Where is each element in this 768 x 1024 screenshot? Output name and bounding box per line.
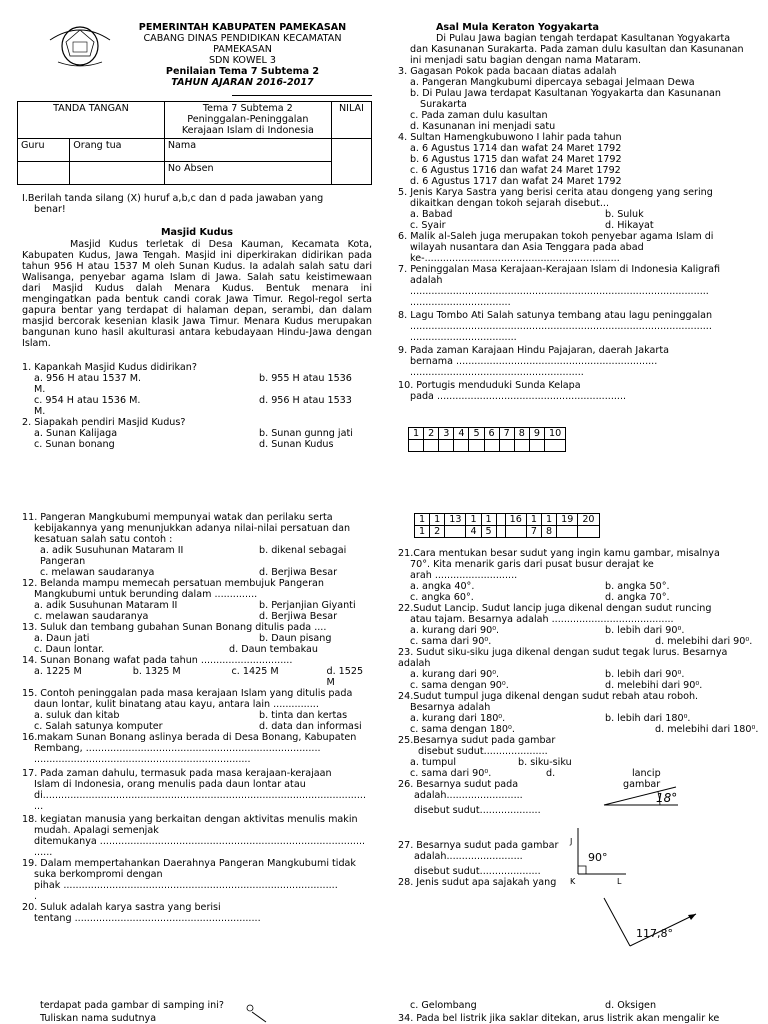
q13-c: c. Daun lontar. (34, 644, 105, 655)
q12-c: c. melawan saudaranya (34, 611, 149, 622)
q3-c: c. Pada zaman dulu kasultan (410, 110, 548, 121)
ans2-cell (445, 526, 466, 538)
question-15 (22, 688, 372, 732)
ans1-cell: 2 (424, 428, 439, 440)
ans1-blank[interactable] (454, 440, 469, 452)
q2-b: b. Sunan gunng jati (259, 428, 353, 439)
question-13 (22, 622, 372, 655)
ans2-cell: 8 (541, 526, 556, 538)
header-underline (232, 95, 372, 96)
q21-text: 21.Cara mentukan besar sudut yang ingin kamu gambar, misalnya (398, 548, 720, 559)
q9-dots: ......................................................... (410, 367, 584, 378)
q2-c: c. Sunan bonang (34, 439, 115, 450)
ans2-cell: 2 (430, 526, 445, 538)
q5-text: 5. Jenis Karya Sastra yang berisi cerita atau dongeng yang sering (398, 187, 713, 198)
q19-text3: pihak .......................................................................................... (34, 880, 338, 891)
reading2-body: Di Pulau Jawa bagian tengah terdapat Kasultanan Yogyakarta dan Kasunanan Surakarta. Pada zaman dulu kasultan dan Kasunanan ini menjadi satu bagian dengan nama Mataram. (410, 33, 744, 66)
ans2-cell: 4 (466, 526, 481, 538)
q20-text2: tentang ............................................................. (34, 913, 261, 924)
q16-text: 16.makam Sunan Bonang aslinya berada di Desa Bonang, Kabupaten (22, 732, 357, 743)
ans2-cell: 1 (430, 514, 445, 526)
q2-d: d. Sunan Kudus (259, 439, 334, 450)
q1-m1: M. (34, 384, 46, 395)
q1-m2: M. (34, 406, 46, 417)
q14-c: c. 1425 M (231, 666, 279, 677)
q1-text: 1. Kapankah Masjid Kudus didirikan? (22, 362, 197, 373)
q24-c: c. sama dengan 180⁰. (410, 724, 515, 735)
question-14 (22, 655, 372, 688)
ans1-cell: 10 (544, 428, 565, 440)
q17-text2: Islam di Indonesia, orang menulis pada daun lontar atau (34, 779, 306, 790)
instruction: I.Berilah tanda silang (X) huruf a,b,c dan d pada jawaban yang (22, 193, 324, 204)
question-3 (398, 66, 750, 132)
q11-c: c. melawan saudaranya (40, 567, 155, 578)
q25-d2: lancip (632, 768, 661, 779)
ans2-cell (496, 526, 505, 538)
q22-a: a. kurang dari 90⁰. (410, 625, 500, 636)
q11-text2: kebijakannya yang menunjukkan adanya nilai-nilai persatuan dan (34, 523, 351, 534)
q23-text: 23. Sudut siku-siku juga dikenal dengan sudut tegak lurus. Besarnya (398, 647, 728, 658)
ans1-cell: 4 (454, 428, 469, 440)
q14-d: d. 1525 M (326, 666, 364, 688)
q19-text2: suka berkompromi dengan (34, 869, 163, 880)
q14-text: 14. Sunan Bonang wafat pada tahun .............................. (22, 655, 293, 666)
q11-b: b. dikenal sebagai (259, 545, 347, 556)
ans2-cell: 13 (445, 514, 466, 526)
ans1-blank[interactable] (409, 440, 424, 452)
q15-b: b. tinta dan kertas (259, 710, 348, 721)
tema-line1: Tema 7 Subtema 2 (202, 103, 293, 114)
question-11 (22, 512, 372, 578)
q5-text2: dikaitkan dengan tokoh sejarah disebut... (410, 198, 609, 209)
q24-b: b. lebih dari 180⁰. (605, 713, 691, 724)
q15-text: 15. Contoh peninggalan pada masa kerajaan Islam yang ditulis pada (22, 688, 353, 699)
ans2-cell: 1 (466, 514, 481, 526)
q22-c: c. sama dari 90⁰. (410, 636, 492, 647)
q22-text2: atau tajam. Besarnya adalah ........................................ (410, 614, 674, 625)
answer-table-1 (408, 427, 566, 452)
question-23 (398, 647, 760, 691)
tema-line2: Peninggalan-Peninggalan (187, 114, 309, 125)
ans2-cell: 5 (481, 526, 496, 538)
angle-figure-small (246, 1004, 276, 1024)
ans1-blank[interactable] (424, 440, 439, 452)
q25-d: d. (546, 768, 556, 779)
nama-cell: Nama (164, 139, 331, 162)
point-k-label: K (570, 877, 576, 886)
q4-a: a. 6 Agustus 1714 dan wafat 24 Maret 1792 (410, 143, 622, 154)
angle-117-label: 117,8° (636, 927, 673, 940)
q17-text: 17. Pada zaman dahulu, termasuk pada masa kerajaan-kerajaan (22, 768, 332, 779)
q2-a: a. Sunan Kalijaga (34, 428, 118, 439)
ans2-cell: 1 (541, 514, 556, 526)
q6-text3: ke-................................................................ (410, 253, 620, 264)
ans2-cell: 7 (526, 526, 541, 538)
q9-text: 9. Pada zaman Karajaan Hindu Pajajaran, daerah Jakarta (398, 345, 669, 356)
q8-text: 8. Lagu Tombo Ati Salah satunya tembang atau lagu peninggalan (398, 310, 713, 321)
q12-a: a. adik Susuhunan Mataram II (34, 600, 178, 611)
footer-right-2: d. Oksigen (605, 1000, 657, 1011)
q21-b: b. angka 50°. (605, 581, 670, 592)
ans2-cell: 19 (557, 514, 578, 526)
q3-text: 3. Gagasan Pokok pada bacaan diatas adalah (398, 66, 617, 77)
guru-cell: Guru (18, 139, 70, 162)
q15-d: d. data dan informasi (259, 721, 362, 732)
header-line5: Penilaian Tema 7 Subtema 2 (165, 66, 320, 77)
q12-d: d. Berjiwa Besar (259, 611, 338, 622)
q26-text: 26. Besarnya sudut pada (398, 779, 519, 790)
ans1-blank[interactable] (439, 440, 454, 452)
question-16 (22, 732, 372, 765)
ans1-blank[interactable] (469, 440, 484, 452)
q3-b: b. Di Pulau Jawa terdapat Kasultanan Yogyakarta dan Kasunanan (410, 88, 721, 99)
tanda-tangan-cell: TANDA TANGAN (18, 102, 165, 139)
absen-cell: No Absen (164, 162, 331, 185)
guru-sign (18, 162, 70, 185)
footer-left-1: terdapat pada gambar di samping ini? (40, 1000, 224, 1011)
answer-table-1-blank (409, 440, 566, 452)
q21-text3: arah ........................... (410, 570, 518, 581)
q4-text: 4. Sultan Hamengkubuwono I lahir pada tahun (398, 132, 622, 143)
ans1-cell: 1 (409, 428, 424, 440)
q14-b: b. 1325 M (132, 666, 181, 677)
q15-text2: daun lontar, kulit binatang atau kayu, antara lain ............... (34, 699, 319, 710)
q5-c: c. Syair (410, 220, 446, 231)
q9-text2: bernama .................................................................. (410, 356, 658, 367)
question-26 (398, 779, 760, 816)
q13-a: a. Daun jati (34, 633, 90, 644)
ans2-cell: 16 (505, 514, 526, 526)
q21-c: c. angka 60°. (410, 592, 474, 603)
q25-a: a. tumpul (410, 757, 457, 768)
q25-c: c. sama dari 90⁰. (410, 768, 492, 779)
tema-cell (164, 102, 331, 139)
point-j-label: J (570, 837, 573, 846)
q28-text: 28. Jenis sudut apa sajakah yang (398, 877, 557, 888)
q13-text: 13. Suluk dan tembang gubahan Sunan Bonang ditulis pada .... (22, 622, 327, 633)
q1-c: c. 954 H atau 1536 M. (34, 395, 141, 406)
q24-text2: Besarnya adalah (410, 702, 491, 713)
question-22 (398, 603, 760, 647)
ans2-cell: 20 (578, 514, 599, 526)
q5-a: a. Babad (410, 209, 453, 220)
q3-b2: Surakarta (420, 99, 467, 110)
ortu-cell: Orang tua (70, 139, 165, 162)
answer-table-2 (414, 513, 600, 538)
q11-a: a. adik Susuhunan Mataram II (40, 545, 184, 556)
question-20 (22, 902, 372, 924)
ans2-cell (578, 526, 599, 538)
q11-text3: kesatuan salah satu contoh : (34, 534, 173, 545)
ans1-cell: 9 (529, 428, 544, 440)
info-table (17, 101, 372, 185)
question-17 (22, 768, 372, 812)
question-10 (398, 380, 750, 402)
left-column-bottom (22, 512, 372, 924)
q6-text2: wilayah nusantara dan Asia Tenggara pada abad (410, 242, 644, 253)
right-column-top (398, 22, 750, 402)
ortu-sign (70, 162, 165, 185)
header-line6: TAHUN AJARAN 2016-2017 (171, 77, 314, 88)
q1-d: d. 956 H atau 1533 (259, 395, 352, 406)
footer-right-1: c. Gelombang (410, 1000, 477, 1011)
reading1-body: Masjid Kudus terletak di Desa Kauman, Kecamata Kota, Kabupaten Kudus, Jawa Tengah. Masjid ini diperkirakan didirikan pada tahun 956 H atau 1537 M oleh Sunan Kudus. Ia adalah salah satu dari Walisanga, penyebar agama Islam di Jawa. Salah satu keistimewaan dari Masjid Kudus dalah Menara Kudus. Bentuk menara ini mengingatkan pada bentuk candi corak Jawa Timur. Regol-regol serta gapura bentar yang terdapat di halaman depan, serambi, dan dalam masjid bercorak kesenian klasik Jawa Timur. Menara Kudus merupakan bangunan kuno hasil akulturasi antara kebudayaan Hindu-Jawa dengan Islam. (22, 239, 372, 349)
q25-text2: disebut sudut..................... (418, 746, 548, 757)
ans1-cell: 5 (469, 428, 484, 440)
q12-text2: Mangkubumi untuk berunding dalam .............. (34, 589, 258, 600)
q22-b: b. lebih dari 90⁰. (605, 625, 685, 636)
reading1-title: Masjid Kudus (160, 227, 234, 238)
ans1-blank[interactable] (514, 440, 529, 452)
q5-b: b. Suluk (605, 209, 644, 220)
school-logo (44, 22, 116, 68)
question-5 (398, 187, 750, 231)
nilai-box (331, 139, 371, 185)
letterhead (130, 22, 355, 88)
ans2-cell: 1 (415, 526, 430, 538)
q2-text: 2. Siapakah pendiri Masjid Kudus? (22, 417, 186, 428)
question-21 (398, 548, 760, 603)
angle-117-figure (598, 896, 698, 950)
q24-text: 24.Sudut tumpul juga dikenal dengan sudut rebah atau roboh. (398, 691, 699, 702)
ans1-cell: 7 (499, 428, 514, 440)
q21-a: a. angka 40°. (410, 581, 475, 592)
q26-text3: adalah......................... (414, 790, 523, 801)
ans2-cell: 1 (481, 514, 496, 526)
header-line4: SDN KOWEL 3 (208, 55, 277, 66)
ans1-cell: 3 (439, 428, 454, 440)
ans1-blank[interactable] (484, 440, 499, 452)
q23-c: c. sama dengan 90⁰. (410, 680, 509, 691)
ans1-cell: 8 (514, 428, 529, 440)
q18-dots: ...... (34, 847, 53, 858)
q11-text: 11. Pangeran Mangkubumi mempunyai watak dan perilaku serta (22, 512, 333, 523)
q12-text: 12. Belanda mampu memecah persatuan membujuk Pangeran (22, 578, 324, 589)
q1-b: b. 955 H atau 1536 (259, 373, 352, 384)
question-12 (22, 578, 372, 622)
q27-text: 27. Besarnya sudut pada gambar (398, 840, 559, 851)
header-line1: PEMERINTAH KABUPATEN PAMEKASAN (138, 22, 347, 33)
q12-b: b. Perjanjian Giyanti (259, 600, 356, 611)
q27-text2: adalah......................... (414, 851, 523, 862)
q7-dots: .................................................................................................. (410, 286, 709, 297)
q7-text: 7. Peninggalan Masa Kerajaan-Kerajaan Islam di Indonesia Kaligrafi (398, 264, 721, 275)
q21-text2: 70°. Kita menarik garis dari pusat busur derajat ke (410, 559, 654, 570)
question-8 (398, 310, 750, 343)
reading2-title: Asal Mula Keraton Yogyakarta (436, 22, 599, 33)
footer-right-3: 34. Pada bel listrik jika saklar ditekan, arus listrik akan mengalir ke (398, 1013, 720, 1024)
q23-d: d. melebihi dari 90⁰. (605, 680, 703, 691)
q17-text3: di.......................................................................................................... (34, 790, 367, 801)
q10-text2: pada .............................................................. (410, 391, 627, 402)
q3-d: d. Kasunanan ini menjadi satu (410, 121, 556, 132)
q13-d: d. Daun tembakau (229, 644, 318, 655)
answer-table-1-header (409, 428, 566, 440)
question-4 (398, 132, 750, 187)
question-9 (398, 345, 750, 378)
q8-dots: ................................................................................................... (410, 321, 712, 332)
q15-c: c. Salah satunya komputer (34, 721, 163, 732)
ans1-blank[interactable] (544, 440, 565, 452)
q26-text4: disebut sudut.................... (414, 805, 541, 816)
q18-text2: mudah. Apalagi semenjak (34, 825, 159, 836)
left-column-top (22, 193, 372, 450)
question-19 (22, 858, 372, 902)
question-1 (22, 362, 372, 417)
q11-a2: Pangeran (40, 556, 86, 567)
q27-text3: disebut sudut.................... (414, 866, 541, 877)
q24-d: d. melebihi dari 180⁰. (655, 724, 759, 735)
q25-text: 25.Besarnya sudut pada gambar (398, 735, 556, 746)
ans1-blank[interactable] (529, 440, 544, 452)
q3-a: a. Pangeran Mangkubumi dipercaya sebagai Jelmaan Dewa (410, 77, 695, 88)
q22-text: 22.Sudut Lancip. Sudut lancip juga dikenal dengan sudut runcing (398, 603, 712, 614)
q10-text: 10. Portugis menduduki Sunda Kelapa (398, 380, 581, 391)
tema-line3: Kerajaan Islam di Indonesia (181, 125, 314, 136)
q4-b: b. 6 Agustus 1715 dan wafat 24 Maret 1792 (410, 154, 622, 165)
ans1-cell: 6 (484, 428, 499, 440)
q23-text2: adalah (398, 658, 431, 669)
q24-a: a. kurang dari 180⁰. (410, 713, 506, 724)
q26-text2: gambar (623, 779, 661, 790)
q21-d: d. angka 70°. (605, 592, 670, 603)
header-line3: PAMEKASAN (213, 44, 272, 55)
question-6 (398, 231, 750, 264)
q15-a: a. suluk dan kitab (34, 710, 120, 721)
q17-dots: ... (34, 801, 44, 812)
q7-dots2: ................................. (410, 297, 511, 308)
point-l-label: L (617, 877, 622, 886)
q6-text: 6. Malik al-Saleh juga merupakan tokoh penyebar agama Islam di (398, 231, 714, 242)
q22-d: d. melebihi dari 90⁰. (655, 636, 753, 647)
question-18 (22, 814, 372, 858)
question-7 (398, 264, 750, 308)
instruction-2: benar! (34, 204, 66, 215)
ans2-cell (505, 526, 526, 538)
q25-b: b. siku-siku (518, 757, 572, 768)
q19-text: 19. Dalam mempertahankan Daerahnya Pangeran Mangkubumi tidak (22, 858, 356, 869)
ans1-blank[interactable] (499, 440, 514, 452)
q19-dots: . (34, 891, 38, 902)
ans2-cell: 1 (415, 514, 430, 526)
nilai-cell: NILAI (331, 102, 371, 139)
question-24 (398, 691, 760, 735)
q5-d: d. Hikayat (605, 220, 654, 231)
question-2 (22, 417, 372, 450)
header-line2: CABANG DINAS PENDIDIKAN KECAMATAN (143, 33, 342, 44)
q7-text2: adalah (410, 275, 443, 286)
q20-text: 20. Suluk adalah karya sastra yang berisi (22, 902, 221, 913)
angle-18-label: 18° (656, 791, 678, 805)
q8-dots2: ................................... (410, 332, 517, 343)
angle-90-label: 90° (588, 851, 608, 864)
q4-d: d. 6 Agustus 1717 dan wafat 24 Maret 1792 (410, 176, 622, 187)
q13-b: b. Daun pisang (259, 633, 332, 644)
q18-text: 18. kegiatan manusia yang berkaitan dengan aktivitas menulis makin (22, 814, 358, 825)
q16-text2: Rembang, ............................................................................. (34, 743, 321, 754)
question-25 (398, 735, 760, 779)
q14-a: a. 1225 M (34, 666, 82, 677)
ans2-cell (557, 526, 578, 538)
q16-dots: ....................................................................... (34, 754, 251, 765)
q11-d: d. Berjiwa Besar (259, 567, 338, 578)
ans2-cell: 1 (526, 514, 541, 526)
q18-text3: ditemukanya ....................................................................................... (34, 836, 366, 847)
ans2-cell (496, 514, 505, 526)
q23-b: b. lebih dari 90⁰. (605, 669, 685, 680)
q4-c: c. 6 Agustus 1716 dan wafat 24 Maret 1792 (410, 165, 621, 176)
q1-a: a. 956 H atau 1537 M. (34, 373, 142, 384)
footer-left-2: Tuliskan nama sudutnya (40, 1013, 157, 1024)
q23-a: a. kurang dari 90⁰. (410, 669, 500, 680)
